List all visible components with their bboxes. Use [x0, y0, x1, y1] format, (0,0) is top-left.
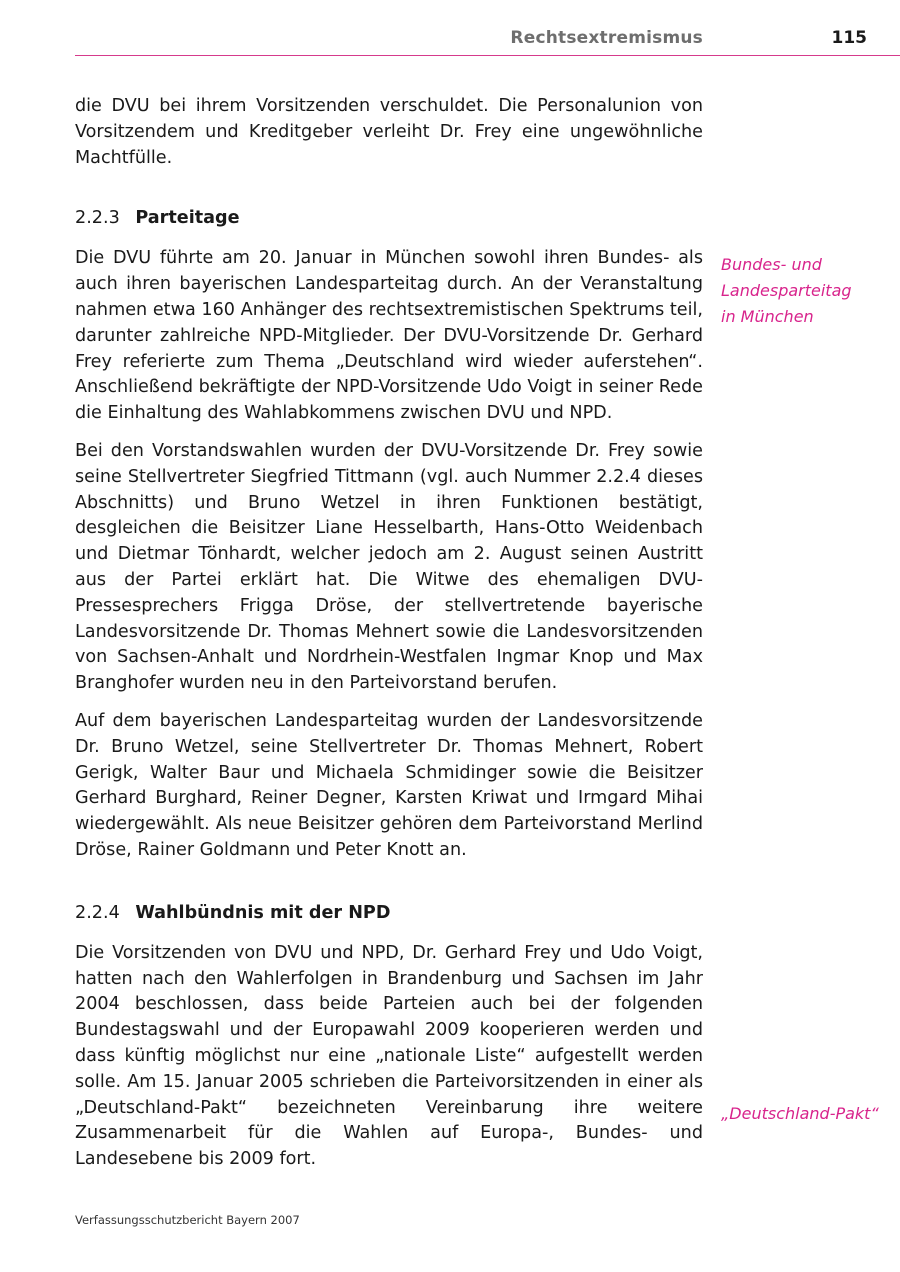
margin-note-line: Bundes- und [721, 255, 822, 274]
margin-note-parteitag [721, 252, 891, 329]
section-heading-wahlbuendnis [75, 900, 703, 926]
margin-note-line: in München [721, 306, 814, 326]
intro-paragraph: die DVU bei ihrem Vorsitzenden verschuldet. Die Personalunion von Vorsitzendem und Kreditgeber verleiht Dr. Frey eine ungewöhnliche Machtfülle. [75, 96, 703, 168]
section-heading-parteitage [75, 205, 703, 231]
paragraph: Die DVU führte am 20. Januar in München sowohl ihren Bundes- als auch ihren bayerischen Landesparteitag durch. An der Veranstaltung nahmen etwa 160 Anhänger des rechtsextremistischen Spektrums teil, darunter zahlreiche NPD-Mitglieder. Der DVU-Vorsitzende Dr. Gerhard Frey referierte zum Thema „Deutschland wird wieder auferstehen“. Anschließend bekräftigte der NPD-Vorsitzende Udo Voigt in seiner Rede die Einhaltung des Wahlabkommens zwischen DVU und NPD. [75, 248, 703, 424]
paragraph: Die Vorsitzenden von DVU und NPD, Dr. Gerhard Frey und Udo Voigt, hatten nach den Wahlerfolgen in Brandenburg und Sachsen im Jahr 2004 beschlossen, dass beide Parteien auch bei der folgenden Bundestagswahl und der Europawahl 2009 kooperieren werden und dass künftig möglichst nur eine „nationale Liste“ aufgestellt werden solle. Am 15. Januar 2005 schrieben die Parteivorsitzenden in einer als „Deutschland-Pakt“ bezeichneten Vereinbarung ihre weitere Zusammenarbeit für die Wahlen auf Europa-, Bundes- und Landesebene bis 2009 fort. [75, 942, 703, 1170]
page-header [0, 0, 900, 60]
section-title: Wahlbündnis mit der NPD [135, 902, 391, 923]
section-title: Parteitage [135, 208, 240, 229]
main-text-column [75, 94, 703, 1185]
page-number: 115 [831, 28, 867, 48]
section-number: 2.2.4 [75, 902, 120, 923]
margin-note-deutschland-pakt [721, 1101, 891, 1127]
paragraph: Bei den Vorstandswahlen wurden der DVU-Vorsitzende Dr. Frey sowie seine Stellvertreter Siegfried Tittmann (vgl. auch Nummer 2.2.4 dieses Abschnitts) und Bruno Wetzel in ihren Funktionen bestätigt, desgleichen die Beisitzer Liane Hesselbarth, Hans-Otto Weidenbach und Dietmar Tönhardt, welcher jedoch am 2. August seinen Austritt aus der Partei erklärt hat. Die Witwe des ehemaligen DVU-Pressesprechers Frigga Dröse, der stellvertretende bayerische Landesvorsitzende Dr. Thomas Mehnert sowie die Landesvorsitzenden von Sachsen-Anhalt und Nordrhein-Westfalen Ingmar Knop und Max Branghofer wurden neu in den Parteivorstand berufen. [75, 440, 703, 694]
margin-note-line: „Deutschland-Pakt“ [721, 1104, 879, 1123]
paragraph: Auf dem bayerischen Landesparteitag wurden der Landesvorsitzende Dr. Bruno Wetzel, seine Stellvertreter Dr. Thomas Mehnert, Robert Gerigk, Walter Baur und Michaela Schmidinger sowie die Beisitzer Gerhard Burghard, Reiner Degner, Karsten Kriwat und Irmgard Mihai wiedergewählt. Als neue Beisitzer gehören dem Parteivorstand Merlind Dröse, Rainer Goldmann und Peter Knott an. [75, 710, 703, 860]
header-divider [75, 55, 900, 56]
section-number: 2.2.3 [75, 208, 120, 229]
page-footer: Verfassungsschutzbericht Bayern 2007 [75, 1213, 300, 1227]
margin-note-line: Landesparteitag [721, 280, 852, 300]
running-header-title: Rechtsextremismus [510, 28, 703, 48]
